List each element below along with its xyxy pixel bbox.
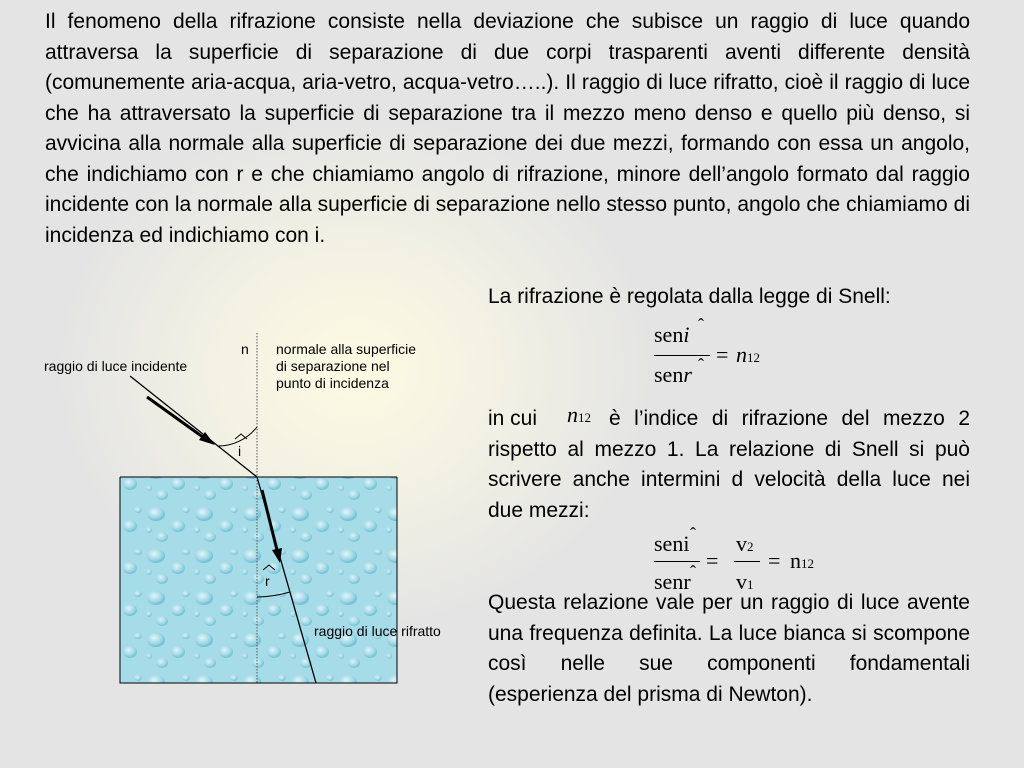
formula2-numerator: seni: [654, 531, 690, 556]
formula1-rhs: n12: [736, 342, 760, 367]
formula1-hat-i: ˆ: [698, 315, 704, 335]
normal-description-label: [276, 341, 416, 392]
in-cui-label: in cui: [488, 407, 538, 430]
refraction-diagram: [0, 0, 480, 768]
formula2-equals-1: =: [706, 548, 719, 573]
formula1-denominator: senr: [654, 362, 692, 387]
normal-label-line-2: di separazione nel: [276, 358, 390, 374]
formula1-equals: =: [716, 342, 729, 367]
n12-symbol: n12: [567, 402, 591, 427]
incident-ray-label: raggio di luce incidente: [44, 358, 188, 374]
formula2-equals-2: =: [768, 548, 781, 573]
formula2-hat-i: ˆ: [690, 524, 696, 544]
formula1-numerator: seni: [654, 322, 690, 347]
formula2-velocity-denominator: v1: [736, 569, 754, 594]
formula2-hat-r: ˆ: [690, 562, 696, 582]
snell-formula-1: [654, 315, 794, 392]
formula1-hat-r: ˆ: [698, 355, 704, 375]
incident-ray: [130, 376, 257, 477]
formula2-fraction-bar-2: [734, 561, 760, 562]
water-area: [120, 477, 397, 683]
angle-i-label: i: [238, 443, 242, 459]
normal-label-line-1: normale alla superficie: [276, 341, 417, 357]
snell-intro-paragraph: La rifrazione è regolata dalla legge di Snell:: [488, 285, 891, 308]
normal-label-line-3: punto di incidenza: [276, 375, 389, 391]
index-paragraph: è l’indice di rifrazione del mezzo 2 rispetto al mezzo 1. La relazione di Snell si può scrivere anche intermini d velocità della luce nei due mezzi:: [488, 407, 970, 522]
formula2-velocity-numerator: v2: [736, 531, 754, 556]
refracted-ray-label: raggio di luce rifratto: [314, 623, 441, 639]
incident-arrowhead: [199, 432, 215, 445]
intro-paragraph: Il fenomeno della rifrazione consiste nella deviazione che subisce un raggio di luce quando attraversa la superficie di separazione di due corpi trasparenti aventi differente densità (comunemente aria-acqua, aria-vetro, acqua-vetro…..). Il raggio di luce rifratto, cioè il raggio di luce che ha attraversato la superficie di separazione tra il mezzo meno denso e quello più denso, si avvicina alla normale alla superficie di separazione dei due mezzi, formando con essa un angolo, che indichiamo con r e che chiamiamo angolo di rifrazione, minore dell’angolo formato dal raggio incidente con la normale alla superficie di separazione nello stesso punto, angolo che chiamiamo di incidenza ed indichiamo con i.: [45, 10, 970, 247]
angle-i-arc: [217, 427, 257, 446]
normal-n-label: n: [241, 341, 249, 357]
final-paragraph: Questa relazione vale per un raggio di luce avente una frequenza definita. La luce bianca si scompone così nelle sue componenti fondamentali (esperienza del prisma di Newton).: [488, 591, 970, 706]
formula2-rhs: n12: [790, 548, 814, 573]
formula2-denominator: senr: [654, 569, 691, 594]
incident-arrow-thick: [147, 397, 207, 440]
angle-r-label: r: [265, 573, 270, 589]
